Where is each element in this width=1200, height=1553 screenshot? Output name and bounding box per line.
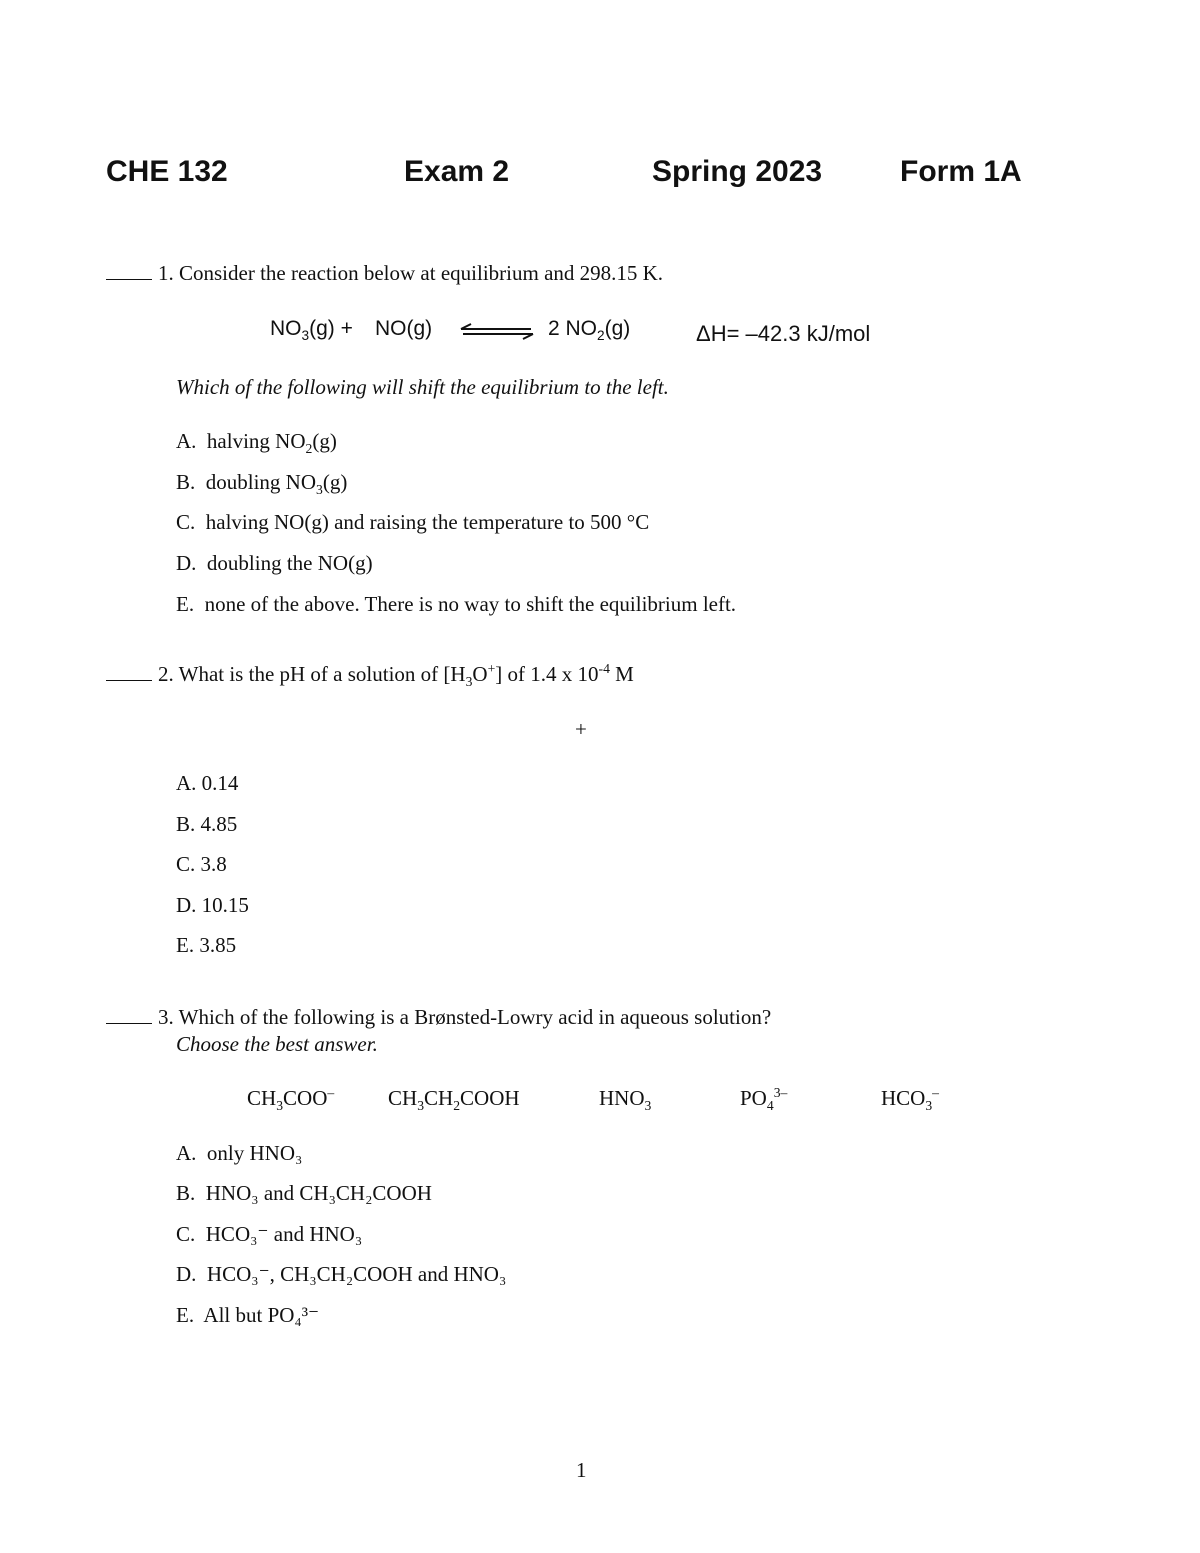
species-phosphate: $PO_4^{3-}$ [740,1085,788,1114]
q3-option-c[interactable]: C. HCO₃⁻ and HNO₃ [176,1222,363,1246]
question-3-subtext: Choose the best answer. [176,1032,378,1056]
page-number: 1 [576,1458,587,1482]
species-nitric-acid: $HNO_3$ [599,1086,652,1114]
reaction-reactant-1: $NO_3(g)$ + [270,317,353,344]
q2-option-c[interactable]: C. 3.8 [176,852,227,876]
q3-option-a[interactable]: A. only HNO₃ [176,1141,303,1165]
question-3 [106,1005,771,1030]
q1-option-b[interactable]: B. doubling $NO_3(g)$ [176,470,348,498]
q3-option-e[interactable]: E. All but PO₄³⁻ [176,1303,320,1327]
question-text: Which of the following is a Brønsted-Lowry acid in aqueous solution? [178,1005,772,1029]
species-acetate: $CH_3COO^-$ [247,1085,335,1114]
q1-option-a[interactable]: A. halving $NO_2(g)$ [176,429,337,457]
q2-option-b[interactable]: B. 4.85 [176,812,238,836]
question-number: 2. [158,662,174,686]
question-1-prompt: Which of the following will shift the equilibrium to the left. [176,375,669,399]
reaction-reactant-2: NO(g) [375,317,433,340]
q1-option-d[interactable]: D. doubling the NO(g) [176,551,373,575]
species-bicarbonate: $HCO_3^-$ [881,1085,939,1114]
q2-option-a[interactable]: A. 0.14 [176,771,239,795]
question-2: 2. What is the pH of a solution of $[H_3O^+]$ of 1.4 x $10^{-4}$ M [106,662,634,687]
reaction-product: 2 $NO_2(g)$ [548,317,631,344]
q2-option-d[interactable]: D. 10.15 [176,893,249,917]
q1-option-e[interactable]: E. none of the above. There is no way to shift the equilibrium left. [176,592,737,616]
q3-option-d[interactable]: D. HCO₃⁻, CH₃CH₂COOH and HNO₃ [176,1262,507,1286]
stray-plus-sign: + [575,717,587,741]
exam-title: Exam 2 [404,155,510,188]
equilibrium-arrow-icon [459,322,535,340]
question-number: 3. [158,1005,174,1029]
enthalpy-change: ΔH= –42.3 kJ/mol [696,321,871,346]
q2-option-e[interactable]: E. 3.85 [176,933,237,957]
species-propanoic-acid: $CH_3CH_2COOH$ [388,1086,520,1114]
q3-option-b[interactable]: B. HNO₃ and CH₃CH₂COOH [176,1181,432,1205]
exam-term: Spring 2023 [652,155,823,188]
question-text: Consider the reaction below at equilibrium and 298.15 K. [179,261,664,285]
course-title: CHE 132 [106,155,228,188]
q1-option-c[interactable]: C. halving NO(g) and raising the temperature to 500 °C [176,510,650,534]
question-1 [106,261,663,286]
answer-blank[interactable] [106,662,152,681]
answer-blank[interactable] [106,261,152,280]
exam-form: Form 1A [900,155,1022,188]
answer-blank[interactable] [106,1005,152,1024]
question-number: 1. [158,261,174,285]
